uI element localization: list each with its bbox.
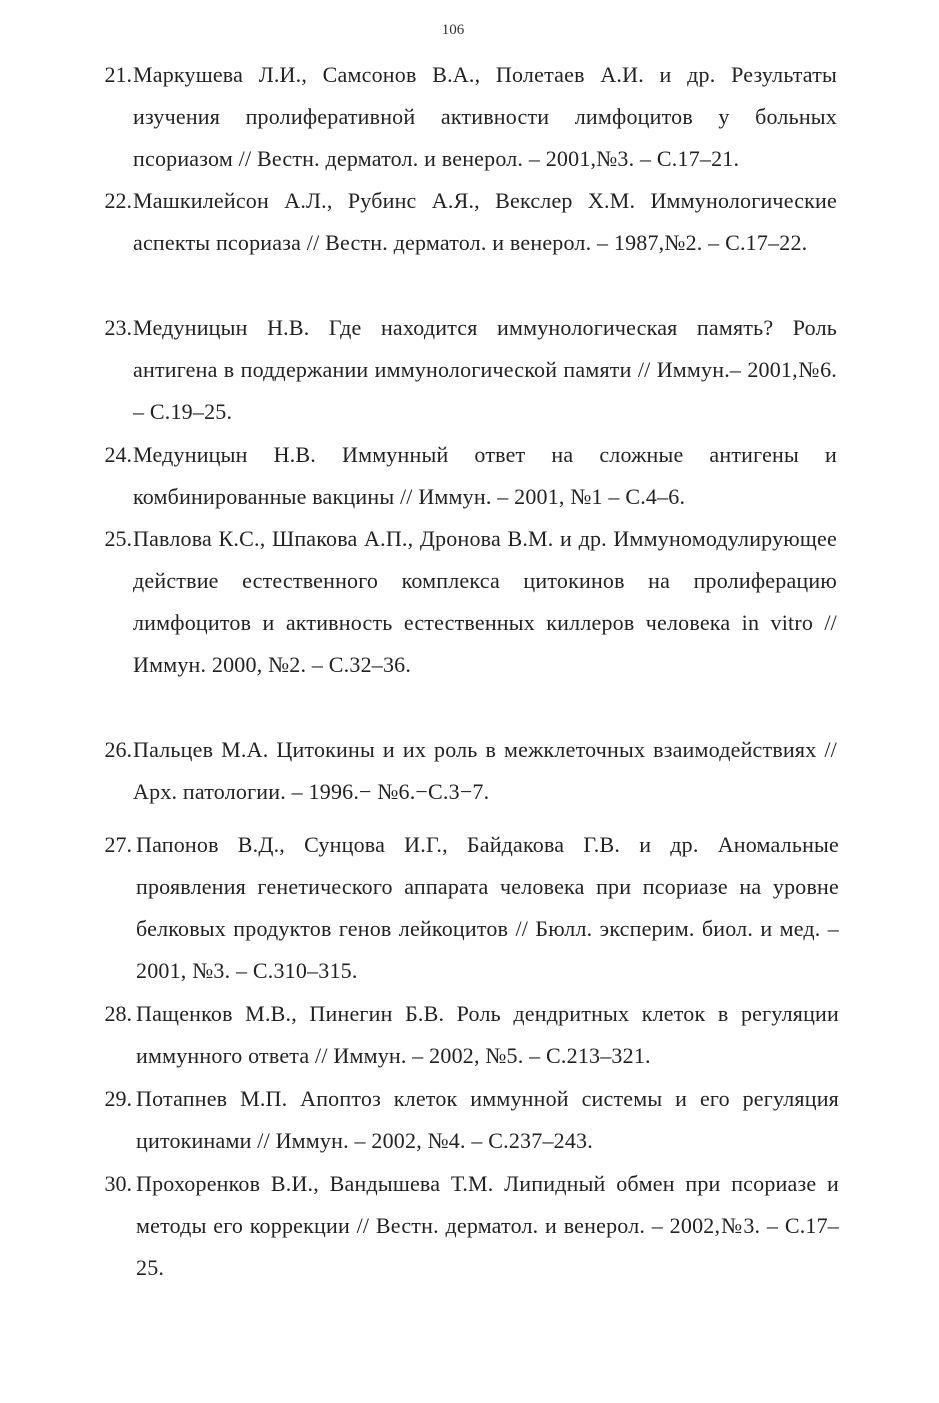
reference-text: Медуницын Н.В. Иммунный ответ на сложные антигены и комбинированные вакцины // Иммун. – 2001, №1 – С.4–6. [133,442,837,509]
reference-number: 30. [104,1171,132,1196]
reference-number: 24. [104,442,132,467]
reference-number: 29. [104,1086,132,1111]
reference-text: Медуницын Н.В. Где находится иммунологическая память? Роль антигена в поддержании иммунологической памяти // Иммун.– 2001,№6. – С.19–25. [133,315,837,424]
reference-number: 25. [104,526,132,551]
page-number: 106 [441,22,465,38]
reference-text: Машкилейсон А.Л., Рубинс А.Я., Векслер Х.М. Иммунологические аспекты псориаза // Вестн. дерматол. и венерол. – 1987,№2. – С.17–22. [133,188,837,255]
reference-text: Пальцев М.А. Цитокины и их роль в межклеточных взаимодействиях // Арх. патологии. – 1996.− №6.−С.3−7. [133,737,837,804]
reference-text: Павлова К.С., Шпакова А.П., Дронова В.М. и др. Иммуномодулирующее действие естественного комплекса цитокинов на пролиферацию лимфоцитов и активность естественных киллеров человека in vitro // Иммун. 2000, №2. – С.32–36. [133,526,837,677]
reference-number: 27. [104,832,132,857]
reference-text: Маркушева Л.И., Самсонов В.А., Полетаев А.И. и др. Результаты изучения пролиферативной активности лимфоцитов у больных псориазом // Вестн. дерматол. и венерол. – 2001,№3. – С.17–21. [133,62,837,171]
reference-number: 22. [104,188,132,213]
reference-number: 28. [104,1001,132,1026]
reference-text: Потапнев М.П. Апоптоз клеток иммунной системы и его регуляция цитокинами // Иммун. – 2002, №4. – С.237–243. [136,1086,839,1153]
reference-number: 23. [104,315,132,340]
reference-number: 21. [104,62,132,87]
reference-number: 26. [104,737,132,762]
reference-text: Папонов В.Д., Сунцова И.Г., Байдакова Г.В. и др. Аномальные проявления генетического аппарата человека при псориазе на уровне белковых продуктов генов лейкоцитов // Бюлл. эксперим. биол. и мед. – 2001, №3. – С.310–315. [136,832,839,983]
reference-text: Пащенков М.В., Пинегин Б.В. Роль дендритных клеток в регуляции иммунного ответа // Иммун. – 2002, №5. – С.213–321. [136,1001,839,1068]
reference-text: Прохоренков В.И., Вандышева Т.М. Липидный обмен при псориазе и методы его коррекции // Вестн. дерматол. и венерол. – 2002,№3. – С.17–25. [136,1171,839,1280]
